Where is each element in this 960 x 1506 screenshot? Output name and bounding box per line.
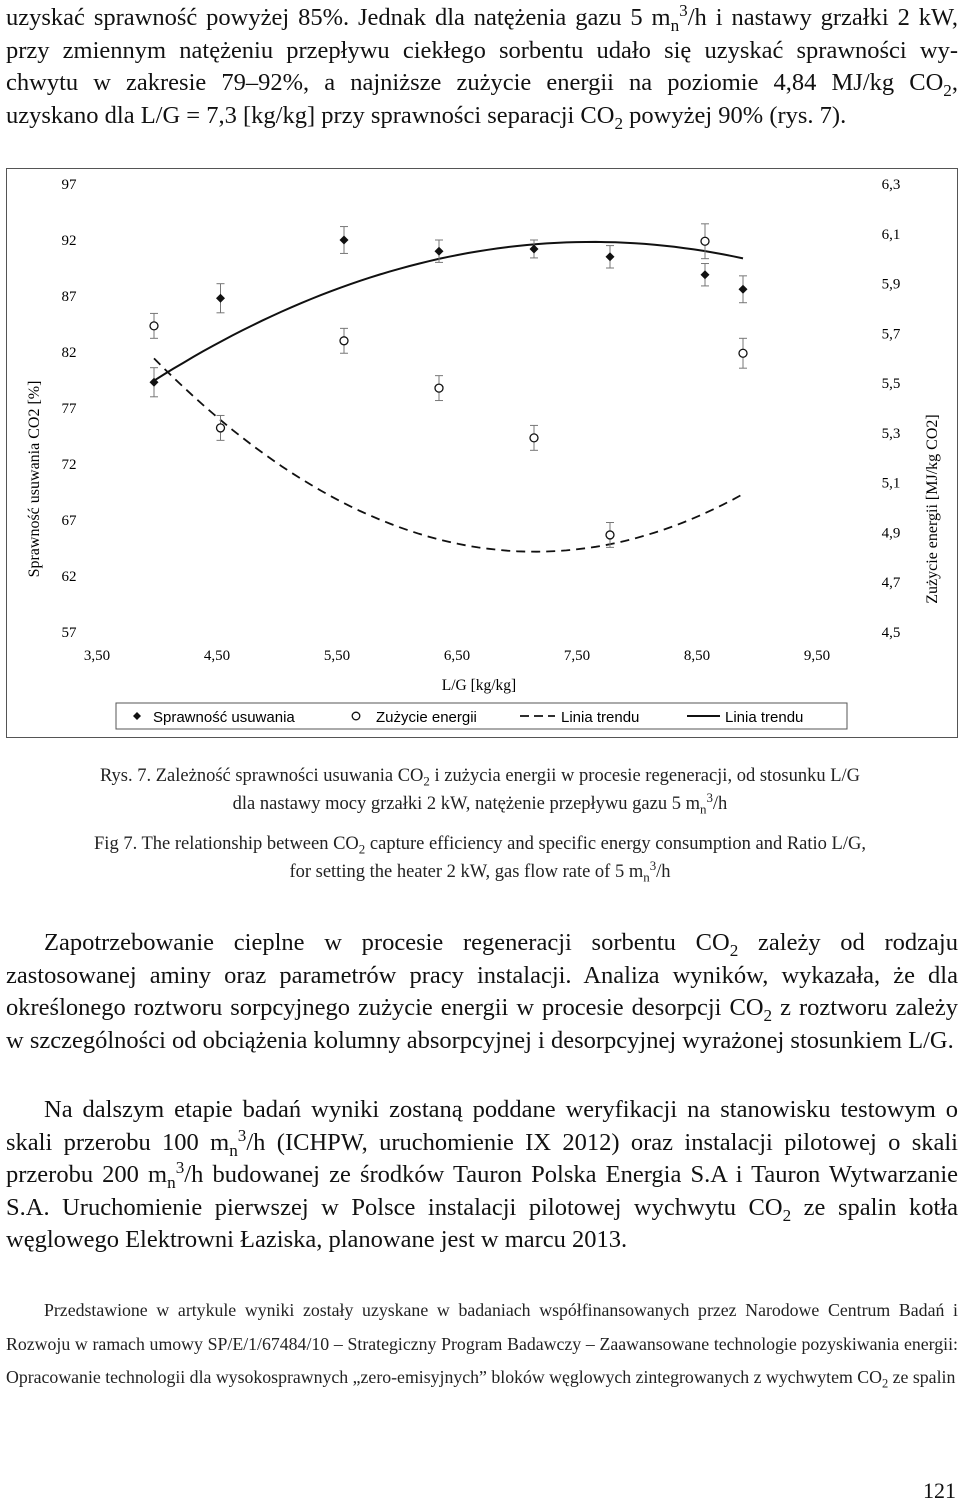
intro-text: /h i nastawy grzałki 2 kW, — [687, 4, 958, 31]
right-tick-label: 6,3 — [881, 177, 901, 193]
superscript: 3 — [679, 0, 688, 20]
intro-line-3 — [6, 67, 958, 100]
left-tick-label: 77 — [61, 401, 77, 417]
left-axis-label: Sprawność usuwania CO2 [%] — [26, 380, 43, 578]
legend — [116, 703, 847, 729]
subscript: 2 — [423, 773, 430, 789]
intro-line-1 — [6, 2, 958, 35]
caption-text: capture efficiency and specific energy consumption and Ratio L/G, — [365, 834, 866, 854]
intro-line-2: przy zmiennym natężeniu przepływu ciekłego sorbentu udało się uzyskać sprawności wy- — [6, 36, 958, 64]
x-tick-label: 9,50 — [803, 648, 831, 664]
trend-line-solid — [154, 242, 743, 381]
legend-label-trend-solid: Linia trendu — [725, 709, 804, 726]
paragraph-text: /h budowanej ze środków Tauron Polska Energia S.A i Tauron Wytwarzanie S.A. Uruchomienie pierwszej w Polsce instalacji pilotowej wychwytu CO — [6, 1161, 959, 1221]
energy-point — [701, 237, 709, 245]
intro-text: chwytu w zakresie 79–92%, a najniższe zużycie energii na poziomie 4,84 MJ/kg CO — [6, 69, 944, 96]
superscript: 3 — [706, 789, 713, 805]
right-tick-label: 4,5 — [881, 625, 901, 641]
superscript: 3 — [649, 857, 657, 873]
chart — [7, 169, 957, 737]
caption-text: /h — [712, 794, 728, 814]
intro-line-4 — [6, 100, 958, 133]
left-tick-label: 62 — [61, 569, 77, 585]
x-axis-ticks — [84, 648, 830, 664]
subscript: 2 — [358, 841, 366, 857]
right-axis-ticks — [882, 177, 901, 641]
right-tick-label: 6,1 — [881, 226, 901, 243]
caption-text: Rys. 7. Zależność sprawności usuwania CO — [99, 766, 424, 786]
right-tick-label: 4,7 — [881, 575, 901, 592]
paragraph-text: Na dalszym etapie badań wyniki zostaną poddane weryfikacji na stanowisku testowym o skali przerobu 100 m — [6, 1096, 958, 1156]
paragraph-text: zależy od rodzaju zastosowanej aminy oraz parametrów pracy instalacji. Analiza wyników, wykazała, że dla określonego roztworu sorpcyjnego zużycie energii w procesie desorpcji CO — [6, 929, 958, 1021]
paragraph-1 — [6, 927, 958, 1057]
right-tick-label: 5,5 — [881, 376, 901, 393]
x-tick-label: 4,50 — [203, 648, 231, 664]
left-tick-label: 82 — [61, 345, 77, 361]
left-tick-label: 87 — [61, 289, 77, 305]
intro-paragraph — [6, 2, 958, 132]
paragraph-text: /h (ICHPW, uruchomienie IX 2012) oraz instalacji pilotowej o skali przerobu 200 m — [6, 1128, 958, 1188]
energy-point — [340, 337, 348, 345]
footnote — [6, 1294, 958, 1395]
left-tick-label: 57 — [61, 625, 77, 641]
legend-circle-icon — [352, 712, 360, 720]
subscript: 2 — [763, 1005, 773, 1025]
efficiency-point — [530, 244, 539, 253]
superscript: 3 — [175, 1157, 185, 1177]
energy-point — [739, 349, 747, 357]
subscript: n — [167, 1172, 176, 1192]
subscript: n — [699, 801, 707, 817]
caption-english-line-1 — [0, 830, 960, 858]
subscript: n — [670, 15, 680, 35]
subscript: 2 — [614, 113, 624, 133]
legend-label-energy: Zużycie energii — [376, 709, 477, 726]
x-tick-label: 3,50 — [83, 648, 111, 664]
left-tick-label: 92 — [61, 233, 77, 249]
paragraph-text: z roztworu zależy w szczególności od obciążenia kolumny absorpcyjnej i desorpcyjnej wyrażonej stosunkiem L/G. — [6, 994, 958, 1054]
superscript: 3 — [237, 1125, 247, 1145]
left-tick-label: 72 — [61, 457, 77, 473]
intro-text: uzyskano dla L/G = 7,3 [kg/kg] przy sprawności separacji CO — [6, 101, 615, 129]
footnote-text: ze spalin — [888, 1367, 956, 1387]
caption-text: /h — [656, 862, 671, 882]
intro-text: uzyskać sprawność powyżej 85%. Jednak dla natężenia gazu 5 m — [6, 4, 671, 31]
legend-label-trend-dashed: Linia trendu — [561, 709, 640, 726]
paragraph-2 — [6, 1094, 958, 1257]
x-tick-label: 5,50 — [323, 648, 351, 664]
left-axis-ticks — [62, 177, 78, 641]
x-tick-label: 7,50 — [563, 648, 591, 664]
energy-point — [435, 384, 443, 392]
caption-english-line-2 — [0, 858, 960, 886]
subscript: 2 — [782, 1205, 792, 1225]
caption-text: for setting the heater 2 kW, gas flow rate of 5 m — [289, 862, 644, 882]
right-tick-label: 5,1 — [881, 475, 901, 492]
legend-label-efficiency: Sprawność usuwania — [153, 709, 295, 726]
subscript: 2 — [729, 940, 739, 960]
caption-english — [0, 830, 960, 886]
x-tick-label: 8,50 — [683, 648, 711, 664]
trend-lines — [154, 242, 743, 552]
efficiency-point — [340, 236, 349, 245]
intro-text: powyżej 90% (rys. 7). — [623, 101, 847, 129]
subscript: 2 — [881, 1376, 889, 1391]
efficiency-point — [216, 294, 225, 303]
right-tick-label: 5,7 — [881, 326, 901, 343]
trend-line-dashed — [154, 358, 743, 551]
efficiency-point — [435, 247, 444, 256]
intro-text: , — [951, 69, 958, 96]
right-tick-label: 5,3 — [881, 425, 901, 442]
page-number: 121 — [923, 1478, 956, 1503]
energy-point — [217, 424, 225, 432]
left-tick-label: 67 — [61, 513, 77, 529]
right-tick-label: 4,9 — [881, 525, 901, 542]
energy-point — [150, 322, 158, 330]
x-tick-label: 6,50 — [443, 648, 471, 664]
figure-frame — [6, 168, 958, 738]
subscript: n — [643, 869, 650, 885]
right-tick-label: 5,9 — [881, 276, 901, 293]
x-axis-label: L/G [kg/kg] — [441, 677, 517, 694]
caption-polish — [0, 762, 960, 818]
subscript: 2 — [943, 80, 952, 100]
caption-text: i zużycia energii w procesie regeneracji, od stosunku L/G — [429, 766, 861, 786]
subscript: n — [229, 1140, 238, 1160]
right-axis-label: Zużycie energii [MJ/kg CO2] — [924, 414, 941, 604]
paragraph-text: Zapotrzebowanie cieplne w procesie regeneracji sorbentu CO — [44, 929, 730, 956]
data-marks — [150, 224, 748, 548]
efficiency-point — [739, 285, 748, 294]
energy-point — [606, 531, 614, 539]
left-tick-label: 97 — [61, 177, 77, 193]
caption-polish-line-2 — [0, 790, 960, 818]
efficiency-point — [606, 252, 615, 261]
energy-point — [530, 434, 538, 442]
paragraph-text: ze spalin kotła węglowego Elektrowni Łaziska, planowane jest w marcu 2013. — [6, 1193, 958, 1253]
footnote-text: Przedstawione w artykule wyniki zostały uzyskane w badaniach współfinansowanych przez Narodowe Centrum Badań i Rozwoju w ramach umowy SP/E/1/67484/10 – Strategiczny Program Badawczy – Zaawansowane technologie pozyskiwania energii: Opracowanie technologii dla wysokosprawnych „zero-emisyjnych” bloków węglowych zintegrowanych z wychwytem CO — [6, 1300, 958, 1387]
caption-text: dla nastawy mocy grzałki 2 kW, natężenie przepływu gazu 5 m — [232, 794, 700, 814]
caption-polish-line-1 — [0, 762, 960, 790]
caption-text: Fig 7. The relationship between CO — [94, 834, 359, 854]
efficiency-point — [701, 270, 710, 279]
